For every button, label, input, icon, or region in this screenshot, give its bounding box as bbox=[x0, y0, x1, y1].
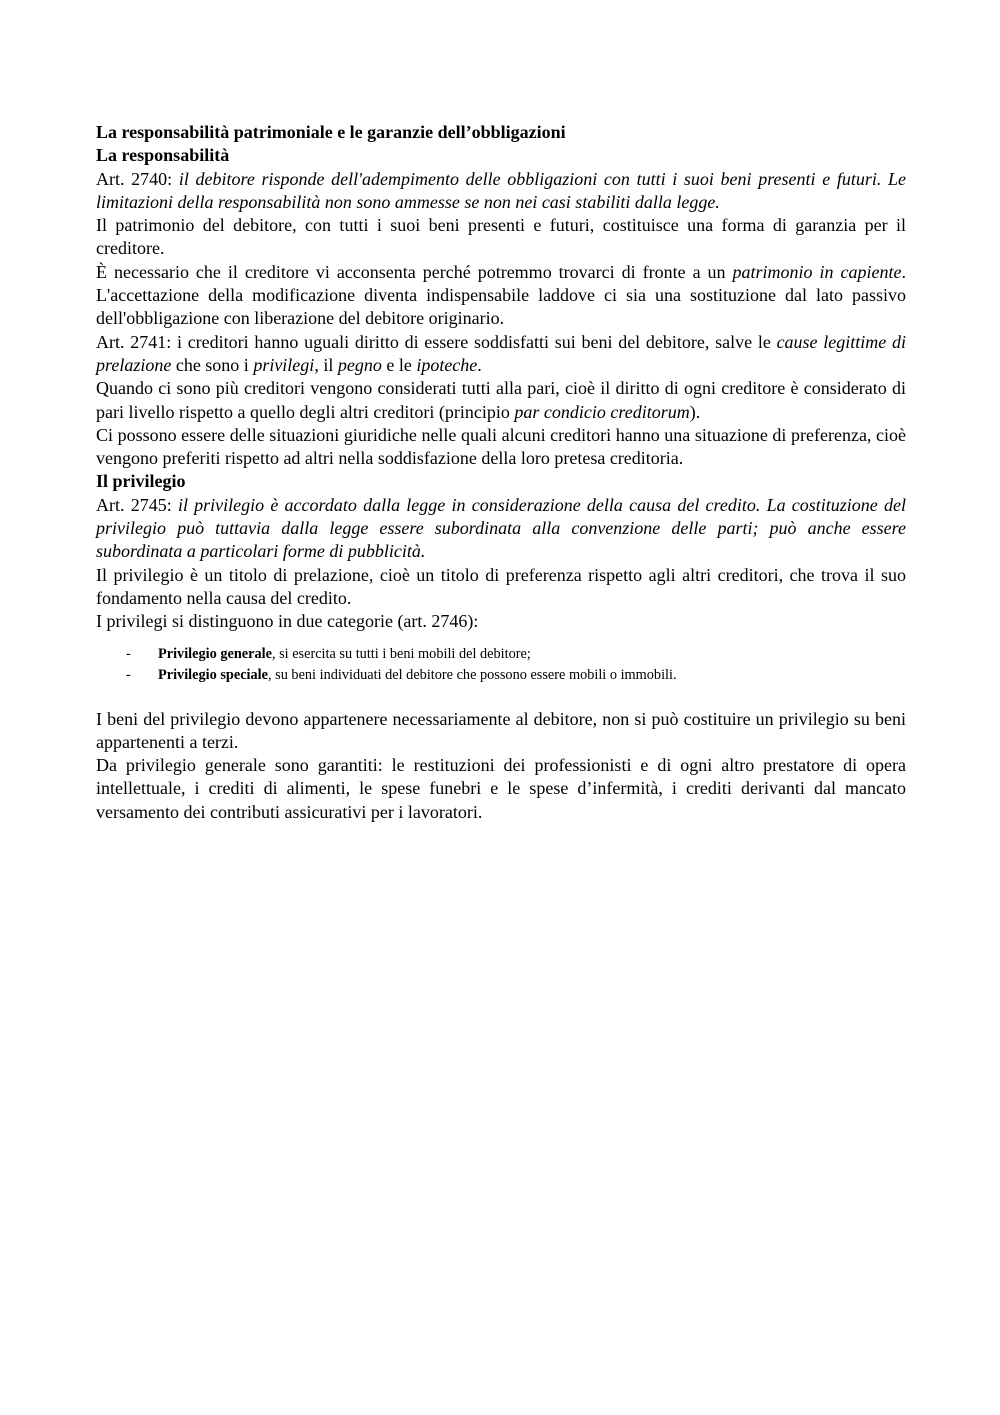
art-2745-prefix: Art. 2745: bbox=[96, 494, 178, 515]
italic-term: privilegi bbox=[253, 354, 315, 375]
text-span: È necessario che il creditore vi acconsenta perché potremmo trovarci di fronte a un bbox=[96, 261, 733, 282]
list-item bbox=[96, 644, 906, 666]
consenso-paragraph bbox=[96, 261, 906, 331]
text-span: . bbox=[477, 354, 482, 375]
text-span: ). bbox=[689, 401, 701, 422]
preferenza-paragraph: Ci possono essere delle situazioni giuridiche nelle quali alcuni creditori hanno una situazione di preferenza, cioè vengono preferiti rispetto ad altri nella soddisfazione della loro pretesa creditoria. bbox=[96, 424, 906, 469]
list-dash: - bbox=[126, 667, 131, 684]
text-span: Quando ci sono più creditori vengono considerati tutti alla pari, cioè il diritto di ogni creditore è considerato di pari livello rispetto a quello degli altri creditori (principio bbox=[96, 378, 906, 422]
section-heading-privilegio: Il privilegio bbox=[96, 471, 186, 492]
text-span: che sono i bbox=[171, 354, 254, 375]
art-2741-paragraph bbox=[96, 331, 906, 378]
garantiti-paragraph: Da privilegio generale sono garantiti: le restituzioni dei professionisti e di ogni altro prestatore di opera intellettuale, i crediti di alimenti, le spese funebri e le spese d’infermità, i crediti derivanti dal mancato versamento dei contributi assicurativi per i lavoratori. bbox=[96, 755, 906, 822]
text-span: . L'accettazione della modificazione diventa indispensabile laddove ci sia una sostituzione dal lato passivo dell'obbligazione con liberazione del debitore originario. bbox=[96, 261, 906, 329]
text-span: , il bbox=[314, 354, 338, 375]
text-span: e le bbox=[381, 354, 417, 375]
section-heading-responsabilita: La responsabilità bbox=[96, 145, 230, 166]
list-item-term: Privilegio generale bbox=[158, 645, 272, 662]
italic-term: par condicio creditorum bbox=[514, 401, 690, 422]
titolo-prelazione-paragraph: Il privilegio è un titolo di prelazione, cioè un titolo di preferenza rispetto agli altri creditori, che trova il suo fondamento nella causa del credito. bbox=[96, 564, 906, 608]
art-2745-text: il privilegio è accordato dalla legge in considerazione della causa del credito. La costituzione del privilegio può tuttavia dalla legge essere subordinata alla convenzione delle parti; può anche essere subordinata a particolari forme di pubblicità. bbox=[96, 494, 906, 562]
art-2740-paragraph bbox=[96, 168, 906, 215]
par-condicio-paragraph bbox=[96, 377, 906, 424]
italic-term: cause legittime di prelazione bbox=[96, 331, 906, 375]
list-dash: - bbox=[126, 645, 131, 662]
list-item-text: , si esercita su tutti i beni mobili del debitore; bbox=[271, 645, 531, 662]
italic-term: ipoteche bbox=[416, 354, 478, 375]
list-item-term: Privilegio speciale bbox=[158, 667, 268, 684]
privilege-list bbox=[96, 644, 906, 687]
list-item bbox=[96, 665, 906, 687]
document-page bbox=[96, 121, 906, 824]
art-2745-paragraph bbox=[96, 494, 906, 564]
italic-term: patrimonio in capiente bbox=[732, 261, 902, 282]
italic-term: pegno bbox=[337, 354, 382, 375]
categorie-paragraph: I privilegi si distinguono in due categorie (art. 2746): bbox=[96, 611, 479, 632]
patrimonio-paragraph: Il patrimonio del debitore, con tutti i suoi beni presenti e futuri, costituisce una forma di garanzia per il creditore. bbox=[96, 215, 906, 259]
document-title: La responsabilità patrimoniale e le garanzie dell’obbligazioni bbox=[96, 122, 566, 142]
art-2740-text: il debitore risponde dell'adempimento delle obbligazioni con tutti i suoi beni presenti e futuri. Le limitazioni della responsabilità non sono ammesse se non nei casi stabiliti dalla legge. bbox=[96, 168, 907, 212]
list-item-text: , su beni individuati del debitore che possono essere mobili o immobili. bbox=[267, 667, 677, 684]
art-2740-prefix: Art. 2740: bbox=[96, 168, 179, 189]
text-span: Art. 2741: i creditori hanno uguali diritto di essere soddisfatti sui beni del debitore, salve le bbox=[96, 331, 777, 352]
beni-paragraph: I beni del privilegio devono appartenere necessariamente al debitore, non si può costituire un privilegio su beni appartenenti a terzi. bbox=[96, 708, 906, 752]
spacer bbox=[96, 687, 906, 708]
